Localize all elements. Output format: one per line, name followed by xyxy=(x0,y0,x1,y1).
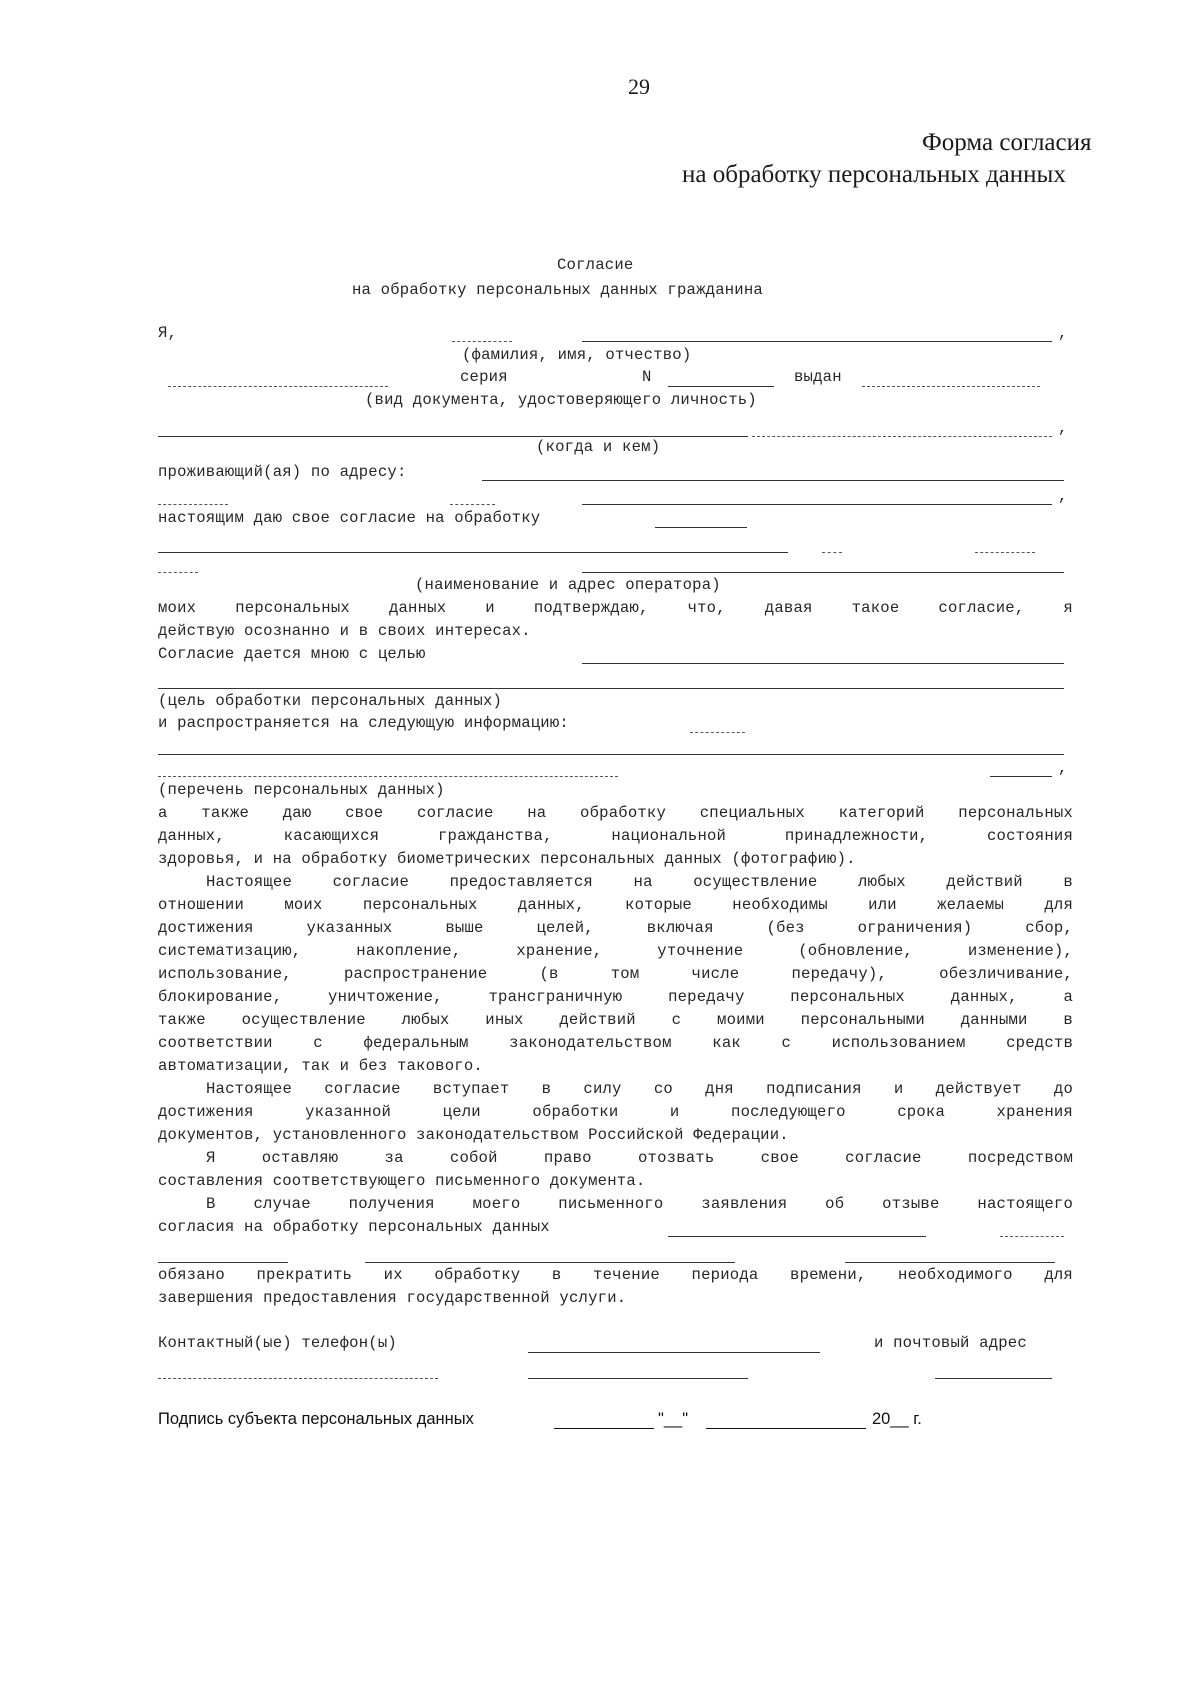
body-line-6: Настоящее согласие предоставляется на осуществление любых действий в xyxy=(206,873,1073,891)
body-line-11: блокирование, уничтожение, трансграничную передачу персональных данных, а xyxy=(158,988,1073,1006)
operator-line-3 xyxy=(582,572,1064,573)
body-line-3: а также даю свое согласие на обработку специальных категорий персональных xyxy=(158,804,1073,822)
signature-day: "__" xyxy=(658,1410,689,1428)
series-label: серия xyxy=(460,368,508,386)
purpose-line-1 xyxy=(582,663,1064,664)
signature-year: 20__ г. xyxy=(872,1410,922,1428)
postal-label: и почтовый адрес xyxy=(874,1334,1027,1352)
revoke-dash-1 xyxy=(1000,1236,1064,1237)
consent-label: настоящим даю свое согласие на обработку xyxy=(158,509,541,527)
form-header-line2: на обработку персональных данных xyxy=(682,161,1066,188)
revoke-line-1 xyxy=(668,1236,926,1237)
fio-dash xyxy=(452,341,512,342)
body-line-21: согласия на обработку персональных данных xyxy=(158,1218,550,1236)
revoke-line-2c xyxy=(845,1262,1055,1263)
doc-caption: (вид документа, удостоверяющего личность) xyxy=(365,391,757,409)
number-label: N xyxy=(642,368,652,386)
issued-label: выдан xyxy=(794,368,842,386)
body-line-12: также осуществление любых иных действий с моими персональными данными в xyxy=(158,1011,1073,1029)
operator-dash-b xyxy=(975,552,1035,553)
address-line-2 xyxy=(582,504,1052,505)
address-comma: , xyxy=(1058,487,1068,505)
operator-dash-a xyxy=(822,552,842,553)
body-line-16: достижения указанной цели обработки и последующего срока хранения xyxy=(158,1103,1073,1121)
ya-comma: , xyxy=(1058,324,1068,342)
body-line-9: систематизацию, накопление, хранение, уточнение (обновление, изменение), xyxy=(158,942,1073,960)
body-line-10: использование, распространение (в том числе передачу), обезличивание, xyxy=(158,965,1073,983)
info-dash-1 xyxy=(690,732,745,733)
revoke-line-2b xyxy=(365,1262,735,1263)
purpose-caption: (цель обработки персональных данных) xyxy=(158,692,503,710)
body-line-18: Я оставляю за собой право отозвать свое согласие посредством xyxy=(206,1149,1073,1167)
revoke-line-2a xyxy=(158,1262,288,1263)
consent-title: Согласие xyxy=(557,256,634,274)
address-line-1 xyxy=(482,480,1064,481)
body-line-8: достижения указанных выше целей, включая (без ограничения) сбор, xyxy=(158,919,1073,937)
body-line-2: действую осознанно и в своих интересах. xyxy=(158,622,531,640)
signature-line xyxy=(554,1428,654,1429)
body-line-19: составления соответствующего письменного документа. xyxy=(158,1172,646,1190)
doc-comma: , xyxy=(1058,419,1068,437)
body-line-1: моих персональных данных и подтверждаю, что, давая такое согласие, я xyxy=(158,599,1073,617)
body-line-4: данных, касающихся гражданства, национальной принадлежности, состояния xyxy=(158,827,1073,845)
page-number: 29 xyxy=(628,74,650,99)
info-line-2 xyxy=(158,754,1064,755)
operator-caption: (наименование и адрес оператора) xyxy=(415,576,721,594)
phone-line xyxy=(528,1352,820,1353)
ya-label: Я, xyxy=(158,324,178,342)
issued-by-line xyxy=(158,436,748,437)
address-dash-b xyxy=(450,504,495,505)
consent-subtitle: на обработку персональных данных гражданина xyxy=(352,281,763,299)
operator-dash-c xyxy=(158,572,198,573)
when-caption: (когда и кем) xyxy=(536,438,661,456)
issued-by-dash xyxy=(752,436,1052,437)
address-label: проживающий(ая) по адресу: xyxy=(158,463,407,481)
operator-line-2 xyxy=(158,552,788,553)
form-header-line1: Форма согласия xyxy=(922,129,1092,156)
body-line-15: Настоящее согласие вступает в силу со дня подписания и действует до xyxy=(206,1080,1073,1098)
fio-line xyxy=(582,341,1052,342)
info-caption: (перечень персональных данных) xyxy=(158,781,445,799)
operator-line-1 xyxy=(655,527,747,528)
signature-label: Подпись субъекта персональных данных xyxy=(158,1410,474,1428)
phone-label: Контактный(ые) телефон(ы) xyxy=(158,1334,397,1352)
info-label: и распространяется на следующую информацию: xyxy=(158,714,569,732)
body-line-7: отношении моих персональных данных, которые необходимы или желаемы для xyxy=(158,896,1073,914)
purpose-label: Согласие дается мною с целью xyxy=(158,645,426,663)
address-dash-a xyxy=(158,504,228,505)
purpose-line-2 xyxy=(158,688,1064,689)
number-line xyxy=(668,386,774,387)
info-line-3 xyxy=(990,776,1052,777)
body-line-22: обязано прекратить их обработку в течение периода времени, необходимого для xyxy=(158,1266,1073,1284)
body-line-20: В случае получения моего письменного заявления об отзыве настоящего xyxy=(206,1195,1073,1213)
body-line-13: соответствии с федеральным законодательством как с использованием средств xyxy=(158,1034,1073,1052)
contacts-line-2 xyxy=(528,1378,748,1379)
signature-month-line xyxy=(706,1428,866,1429)
body-line-17: документов, установленного законодательством Российской Федерации. xyxy=(158,1126,789,1144)
contacts-line-3 xyxy=(935,1378,1052,1379)
body-line-14: автоматизации, так и без такового. xyxy=(158,1057,483,1075)
body-line-5: здоровья, и на обработку биометрических персональных данных (фотографию). xyxy=(158,850,856,868)
body-line-23: завершения предоставления государственной услуги. xyxy=(158,1289,627,1307)
info-comma: , xyxy=(1058,759,1068,777)
contacts-dash-1 xyxy=(158,1378,438,1379)
issued-line xyxy=(862,386,1040,387)
doc-type-dash xyxy=(168,386,388,387)
fio-caption: (фамилия, имя, отчество) xyxy=(462,346,692,364)
info-dash-3 xyxy=(158,776,618,777)
